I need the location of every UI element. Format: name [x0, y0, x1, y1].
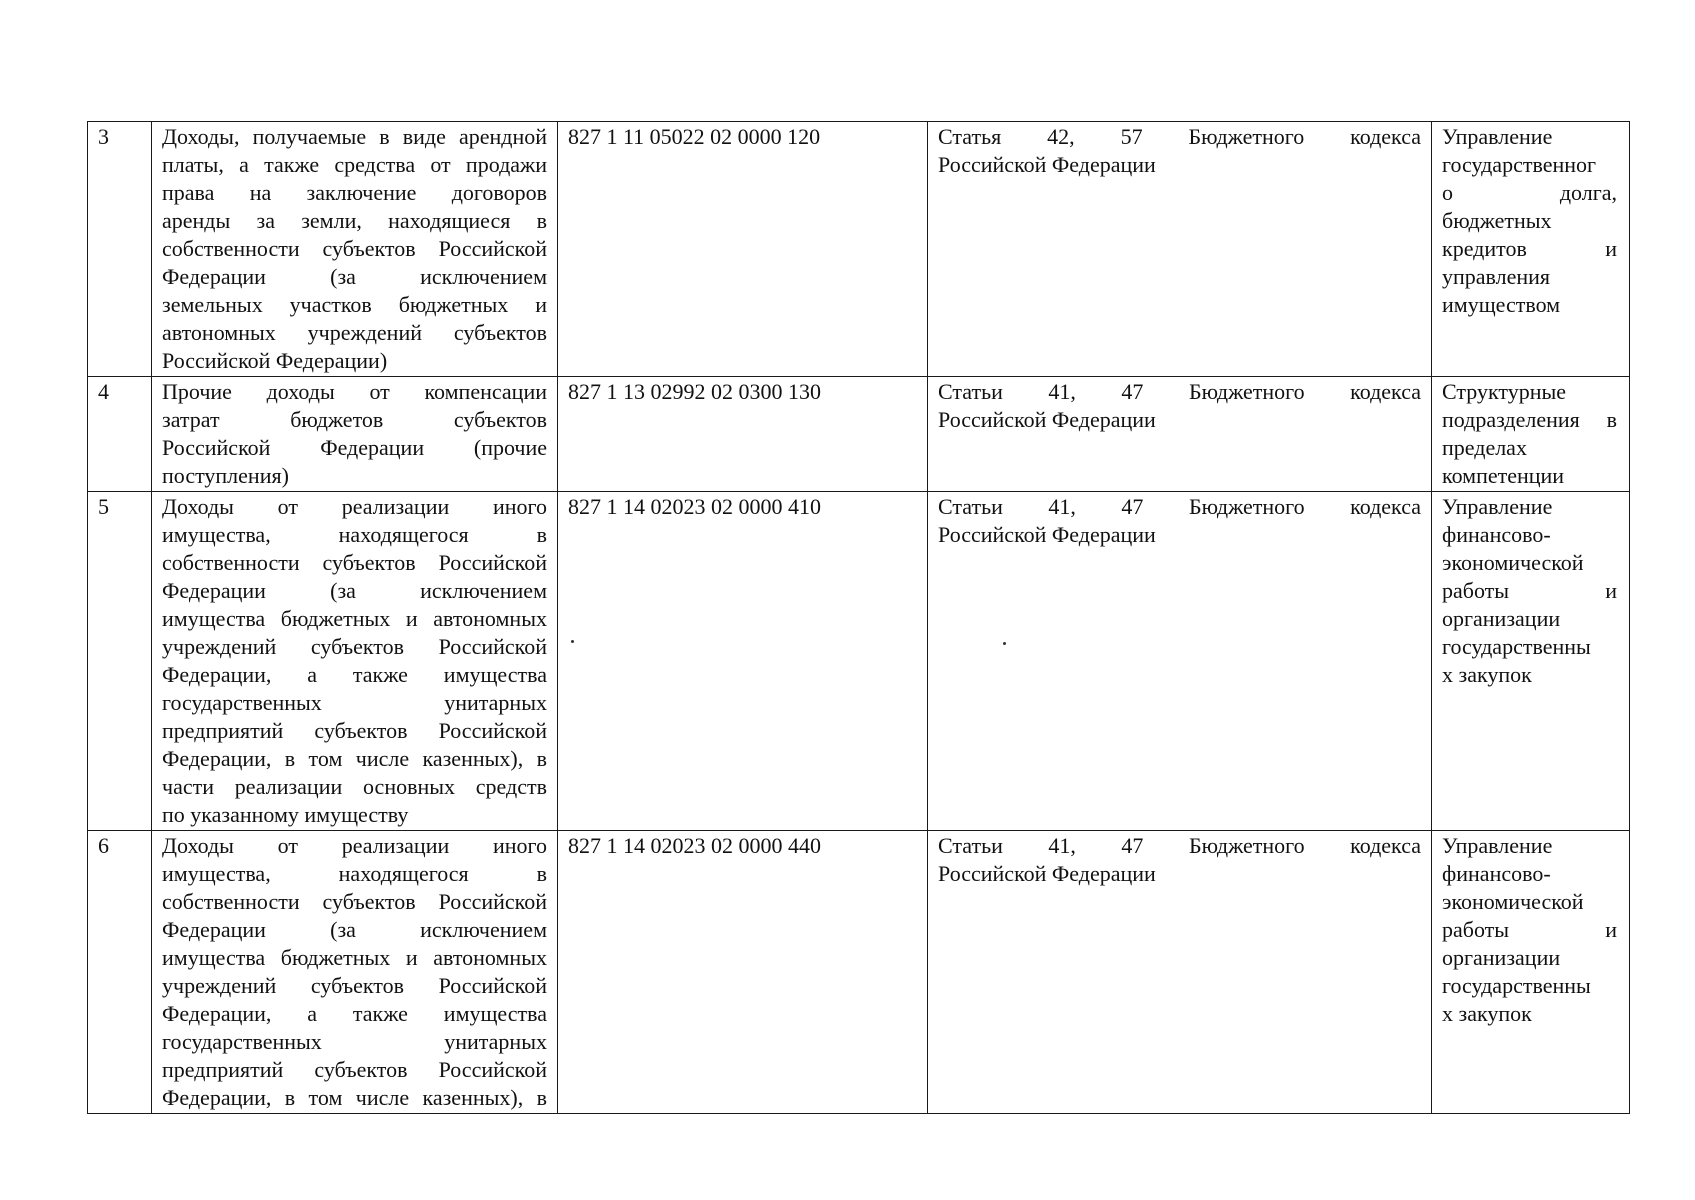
revenue-name: [152, 492, 558, 831]
department-line: организации: [1442, 606, 1561, 631]
budget-classification-code: 827 1 13 02992 02 0300 130: [558, 377, 928, 492]
revenue-name-line: имущества, находящегося в: [162, 861, 547, 886]
revenue-name-line: Доходы от реализации иного: [162, 833, 547, 858]
revenue-name-line: Прочие доходы от компенсации: [162, 379, 547, 404]
revenue-name-line: государственных унитарных: [162, 1029, 547, 1054]
department-line: х закупок: [1442, 1001, 1532, 1026]
legal-basis-line: Статья 42, 57 Бюджетного кодекса: [938, 124, 1421, 149]
department-line: государственны: [1442, 634, 1591, 659]
revenue-name-line: Федерации, а также имущества: [162, 662, 547, 687]
budget-classification-code: 827 1 11 05022 02 0000 120: [558, 122, 928, 377]
table-row: [88, 831, 1630, 1114]
department-line: Управление: [1442, 833, 1553, 858]
responsible-department: [1432, 492, 1630, 831]
department-line: управления: [1442, 264, 1551, 289]
revenue-name-line: учреждений субъектов Российской: [162, 973, 547, 998]
revenue-name-line: затрат бюджетов субъектов: [162, 407, 547, 432]
revenue-name-line: поступления): [162, 463, 289, 488]
revenue-name-line: по указанному имуществу: [162, 802, 409, 827]
revenue-name-line: Федерации, а также имущества: [162, 1001, 547, 1026]
revenue-name-line: части реализации основных средств: [162, 774, 547, 799]
revenue-name-line: имущества бюджетных и автономных: [162, 606, 547, 631]
revenue-name-line: предприятий субъектов Российской: [162, 718, 547, 743]
revenue-name-line: собственности субъектов Российской: [162, 236, 547, 261]
department-line: компетенции: [1442, 463, 1565, 488]
department-line: подразделения в: [1442, 407, 1617, 432]
responsible-department: [1432, 377, 1630, 492]
department-line: Управление: [1442, 124, 1553, 149]
revenue-name-line: Доходы от реализации иного: [162, 494, 547, 519]
revenue-name-line: аренды за земли, находящиеся в: [162, 208, 547, 233]
row-number: 3: [88, 122, 152, 377]
revenue-name-line: земельных участков бюджетных и: [162, 292, 547, 317]
legal-basis-line: Российской Федерации: [938, 861, 1156, 886]
department-line: кредитов и: [1442, 236, 1617, 261]
legal-basis: [928, 377, 1432, 492]
revenue-name-line: Российской Федерации (прочие: [162, 435, 547, 460]
legal-basis: [928, 831, 1432, 1114]
legal-basis-line: Российской Федерации: [938, 407, 1156, 432]
revenue-name-line: права на заключение договоров: [162, 180, 547, 205]
legal-basis-line: Статьи 41, 47 Бюджетного кодекса: [938, 833, 1421, 858]
table-row: [88, 492, 1630, 831]
department-line: Управление: [1442, 494, 1553, 519]
revenue-name: [152, 831, 558, 1114]
revenue-name-line: Доходы, получаемые в виде арендной: [162, 124, 547, 149]
legal-basis-line: Статьи 41, 47 Бюджетного кодекса: [938, 379, 1421, 404]
revenue-name-line: Федерации (за исключением: [162, 264, 547, 289]
row-number: 5: [88, 492, 152, 831]
revenue-name-line: собственности субъектов Российской: [162, 889, 547, 914]
department-line: финансово-: [1442, 861, 1551, 886]
revenue-name-line: платы, а также средства от продажи: [162, 152, 547, 177]
revenue-name-line: Федерации (за исключением: [162, 578, 547, 603]
responsible-department: [1432, 831, 1630, 1114]
scan-speck: [571, 640, 574, 643]
budget-classification-code: 827 1 14 02023 02 0000 410: [558, 492, 928, 831]
revenue-name-line: учреждений субъектов Российской: [162, 634, 547, 659]
revenue-name-line: имущества бюджетных и автономных: [162, 945, 547, 970]
department-line: финансово-: [1442, 522, 1551, 547]
legal-basis-line: Российской Федерации: [938, 522, 1156, 547]
department-line: государственног: [1442, 152, 1597, 177]
department-line: государственны: [1442, 973, 1591, 998]
responsible-department: [1432, 122, 1630, 377]
department-line: х закупок: [1442, 662, 1532, 687]
department-line: работы и: [1442, 578, 1617, 603]
department-line: экономической: [1442, 550, 1584, 575]
department-line: организации: [1442, 945, 1561, 970]
revenue-name-line: Федерации, в том числе казенных), в: [162, 1085, 547, 1110]
revenue-name-line: автономных учреждений субъектов: [162, 320, 547, 345]
legal-basis-line: Российской Федерации: [938, 152, 1156, 177]
revenue-name-line: Федерации (за исключением: [162, 917, 547, 942]
row-number: 6: [88, 831, 152, 1114]
revenue-name: [152, 377, 558, 492]
department-line: работы и: [1442, 917, 1617, 942]
legal-basis: [928, 492, 1432, 831]
department-line: пределах: [1442, 435, 1527, 460]
revenue-name-line: предприятий субъектов Российской: [162, 1057, 547, 1082]
revenue-name-line: собственности субъектов Российской: [162, 550, 547, 575]
revenue-name-line: имущества, находящегося в: [162, 522, 547, 547]
row-number: 4: [88, 377, 152, 492]
table-row: [88, 377, 1630, 492]
table-row: [88, 122, 1630, 377]
department-line: имуществом: [1442, 292, 1561, 317]
revenue-table: [87, 121, 1630, 1114]
revenue-name-line: государственных унитарных: [162, 690, 547, 715]
legal-basis: [928, 122, 1432, 377]
legal-basis-line: Статьи 41, 47 Бюджетного кодекса: [938, 494, 1421, 519]
department-line: экономической: [1442, 889, 1584, 914]
department-line: о долга,: [1442, 180, 1617, 205]
revenue-name-line: Федерации, в том числе казенных), в: [162, 746, 547, 771]
department-line: бюджетных: [1442, 208, 1552, 233]
revenue-name-line: Российской Федерации): [162, 348, 388, 373]
scan-speck: [1003, 642, 1006, 645]
revenue-name: [152, 122, 558, 377]
table-body: [88, 122, 1630, 1114]
department-line: Структурные: [1442, 379, 1567, 404]
budget-classification-code: 827 1 14 02023 02 0000 440: [558, 831, 928, 1114]
